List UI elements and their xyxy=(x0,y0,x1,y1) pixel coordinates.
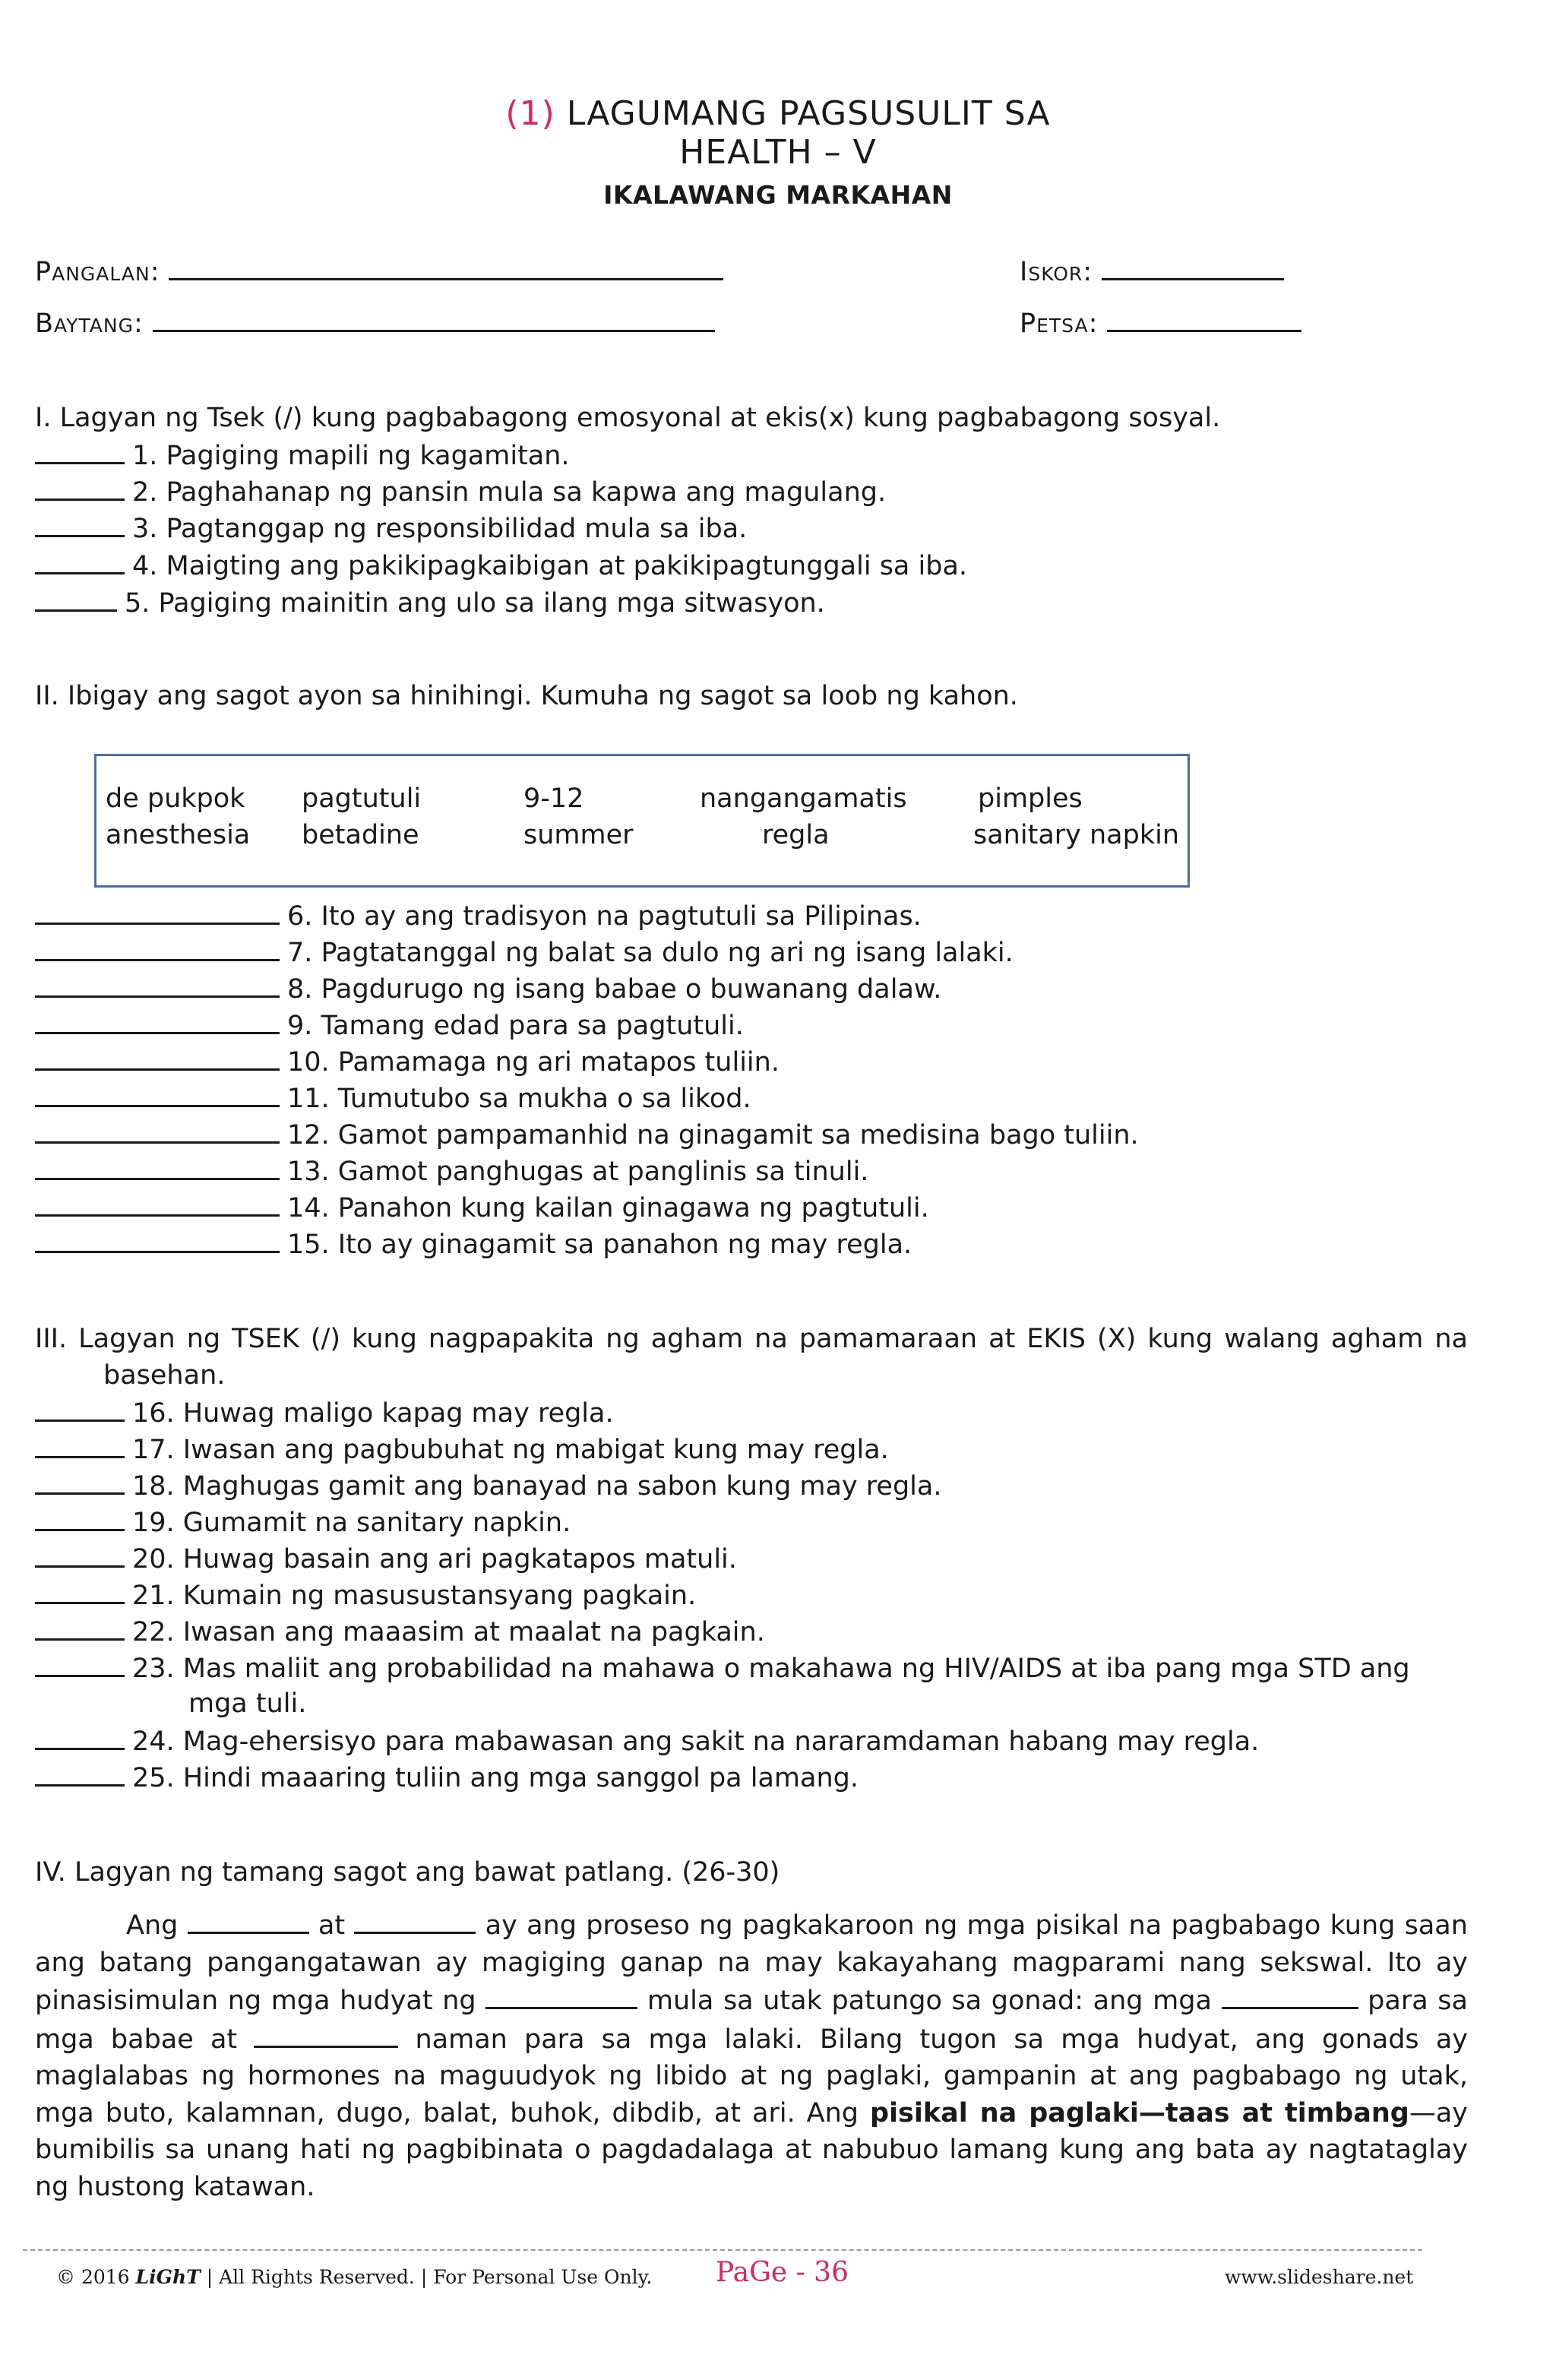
answer-blank[interactable] xyxy=(35,933,280,961)
footer-site: www.slideshare.net xyxy=(1225,2266,1414,2288)
brand-name: LiGhT xyxy=(135,2266,201,2288)
list-item: 19. Gumamit na sanitary napkin. xyxy=(35,1503,571,1541)
list-item: 1. Pagiging mapili ng kagamitan. xyxy=(35,436,570,474)
list-item: 12. Gamot pampamanhid na ginagamit sa medisina bago tuliin. xyxy=(35,1116,1139,1154)
footer-copyright: © 2016 LiGhT | All Rights Reserved. | For Personal Use Only. xyxy=(56,2266,653,2288)
list-item: 14. Panahon kung kailan ginagawa ng pagtutuli. xyxy=(35,1188,929,1226)
list-item: 10. Pamamaga ng ari matapos tuliin. xyxy=(35,1043,780,1081)
score-row xyxy=(1020,257,1284,287)
answer-blank[interactable] xyxy=(35,1225,280,1253)
word-bank-item: pimples xyxy=(978,783,1083,814)
date-row xyxy=(1020,309,1301,339)
answer-blank[interactable] xyxy=(35,584,117,612)
quiz-title: LAGUMANG PAGSUSULIT SA xyxy=(566,94,1051,133)
answer-blank[interactable] xyxy=(35,1079,280,1107)
answer-blank[interactable] xyxy=(354,1906,476,1934)
word-bank-item: summer xyxy=(523,820,634,850)
answer-blank[interactable] xyxy=(35,1116,280,1144)
word-bank-box xyxy=(94,754,1190,888)
list-item: 5. Pagiging mainitin ang ulo sa ilang mga sitwasyon. xyxy=(35,584,825,622)
word-bank-item: anesthesia xyxy=(106,820,251,850)
section1-instruction: I. Lagyan ng Tsek (/) kung pagbabagong emosyonal at ekis(x) kung pagbabagong sosyal. xyxy=(35,403,1221,433)
section4-instruction: IV. Lagyan ng tamang sagot ang bawat patlang. (26-30) xyxy=(35,1857,780,1888)
answer-blank[interactable] xyxy=(35,1430,125,1458)
answer-blank[interactable] xyxy=(1222,1981,1358,2009)
answer-blank[interactable] xyxy=(35,1188,280,1217)
list-item: 16. Huwag maligo kapag may regla. xyxy=(35,1394,614,1432)
list-item: 23. Mas maliit ang probabilidad na mahawa o makahawa ng HIV/AIDS at iba pang mga STD ang xyxy=(35,1649,1468,1687)
word-bank-item: 9-12 xyxy=(523,783,584,814)
title-block xyxy=(0,94,1556,219)
date-label: Petsa: xyxy=(1020,309,1099,339)
answer-blank[interactable] xyxy=(35,1540,125,1568)
answer-blank[interactable] xyxy=(35,1758,125,1787)
answer-blank[interactable] xyxy=(35,1394,125,1422)
list-item: 15. Ito ay ginagamit sa panahon ng may regla. xyxy=(35,1225,912,1263)
quiz-number: (1) xyxy=(505,94,555,133)
footer-divider xyxy=(23,2249,1422,2251)
list-item: 2. Paghahanap ng pansin mula sa kapwa ang magulang. xyxy=(35,473,886,511)
answer-blank[interactable] xyxy=(485,1981,637,2009)
page-number: PaGe - 36 xyxy=(716,2257,849,2288)
answer-blank[interactable] xyxy=(35,473,125,501)
answer-blank[interactable] xyxy=(35,970,280,998)
word-bank-item: pagtutuli xyxy=(302,783,422,814)
answer-blank[interactable] xyxy=(35,509,125,537)
quarter-title: IKALAWANG MARKAHAN xyxy=(603,180,953,210)
name-label: Pangalan: xyxy=(35,257,160,287)
answer-blank[interactable] xyxy=(188,1906,309,1934)
fill-in-paragraph: Ang at ay ang proseso ng pagkakaroon ng mga pisikal na pagbabago kung saan ang batang pangangatawan ay magiging ganap na may kakayahang magparami nang sekswal. Ito ay pinasisimulan ng mga hudyat ng mula sa utak patungo sa gonad: ang mga para sa mga babae at naman para sa mga lalaki. Bilang tugon sa mga hudyat, ang gonads ay maglalabas ng hormones na maguudyok ng libido at ng paglaki, gampanin at ang pagbabago ng utak, mga buto, kalamnan, dugo, balat, buhok, dibdib, at ari. Ang pisikal na paglaki—taas at timbang—ay bumibilis sa unang hati ng pagbibinata o pagdadalaga at nabubuo lamang kung ang bata ay nagtataglay ng hustong katawan. xyxy=(35,1906,1468,2205)
section3-instruction-cont: basehan. xyxy=(103,1360,226,1391)
list-item: 25. Hindi maaaring tuliin ang mga sanggol pa lamang. xyxy=(35,1758,859,1796)
answer-blank[interactable] xyxy=(35,1613,125,1641)
score-label: Iskor: xyxy=(1020,257,1093,287)
list-item: 22. Iwasan ang maaasim at maalat na pagkain. xyxy=(35,1613,765,1650)
grade-label: Baytang: xyxy=(35,309,144,339)
list-item: 20. Huwag basain ang ari pagkatapos matuli. xyxy=(35,1540,737,1578)
answer-blank[interactable] xyxy=(35,546,125,574)
list-item: 3. Pagtanggap ng responsibilidad mula sa iba. xyxy=(35,509,747,547)
list-item: 24. Mag-ehersisyo para mabawasan ang sakit na nararamdaman habang may regla. xyxy=(35,1722,1259,1760)
answer-blank[interactable] xyxy=(35,1043,280,1071)
list-item: 6. Ito ay ang tradisyon na pagtutuli sa Pilipinas. xyxy=(35,897,922,935)
list-item: 13. Gamot panghugas at panglinis sa tinuli. xyxy=(35,1152,868,1190)
subject-title: HEALTH – V xyxy=(679,133,877,172)
word-bank-item: regla xyxy=(762,820,830,850)
answer-blank[interactable] xyxy=(35,1649,125,1677)
word-bank-item: sanitary napkin xyxy=(973,820,1180,850)
list-item: 8. Pagdurugo ng isang babae o buwanang dalaw. xyxy=(35,970,941,1008)
word-bank-item: nangangamatis xyxy=(700,783,907,814)
list-item: 18. Maghugas gamit ang banayad na sabon kung may regla. xyxy=(35,1467,941,1505)
word-bank-item: betadine xyxy=(302,820,419,850)
answer-blank[interactable] xyxy=(35,1503,125,1531)
list-item: 21. Kumain ng masusustansyang pagkain. xyxy=(35,1576,696,1614)
list-item: 17. Iwasan ang pagbubuhat ng mabigat kung may regla. xyxy=(35,1430,889,1468)
answer-blank[interactable] xyxy=(35,1152,280,1180)
answer-blank[interactable] xyxy=(35,1576,125,1604)
section2-instruction: II. Ibigay ang sagot ayon sa hinihingi. Kumuha ng sagot sa loob ng kahon. xyxy=(35,681,1018,711)
answer-blank[interactable] xyxy=(35,1467,125,1495)
list-item: 9. Tamang edad para sa pagtutuli. xyxy=(35,1006,744,1044)
grade-row xyxy=(35,309,715,339)
copyright-icon: © xyxy=(56,2266,75,2288)
worksheet-page xyxy=(35,0,1468,2380)
answer-blank[interactable] xyxy=(35,436,125,464)
score-field[interactable] xyxy=(1102,258,1284,280)
answer-blank[interactable] xyxy=(254,2020,398,2048)
list-item: 4. Maigting ang pakikipagkaibigan at pakikipagtunggali sa iba. xyxy=(35,546,967,584)
list-item-cont: mga tuli. xyxy=(188,1688,307,1719)
answer-blank[interactable] xyxy=(35,1006,280,1034)
answer-blank[interactable] xyxy=(35,1722,125,1750)
list-item: 11. Tumutubo sa mukha o sa likod. xyxy=(35,1079,751,1117)
date-field[interactable] xyxy=(1107,310,1301,332)
section3-instruction: III. Lagyan ng TSEK (/) kung nagpapakita ng agham na pamamaraan at EKIS (X) kung walang agham na xyxy=(35,1324,1468,1354)
grade-field[interactable] xyxy=(153,310,715,332)
name-row xyxy=(35,257,723,287)
list-item: 7. Pagtatanggal ng balat sa dulo ng ari ng isang lalaki. xyxy=(35,933,1014,971)
word-bank-item: de pukpok xyxy=(106,783,245,814)
name-field[interactable] xyxy=(169,258,723,280)
answer-blank[interactable] xyxy=(35,897,280,925)
